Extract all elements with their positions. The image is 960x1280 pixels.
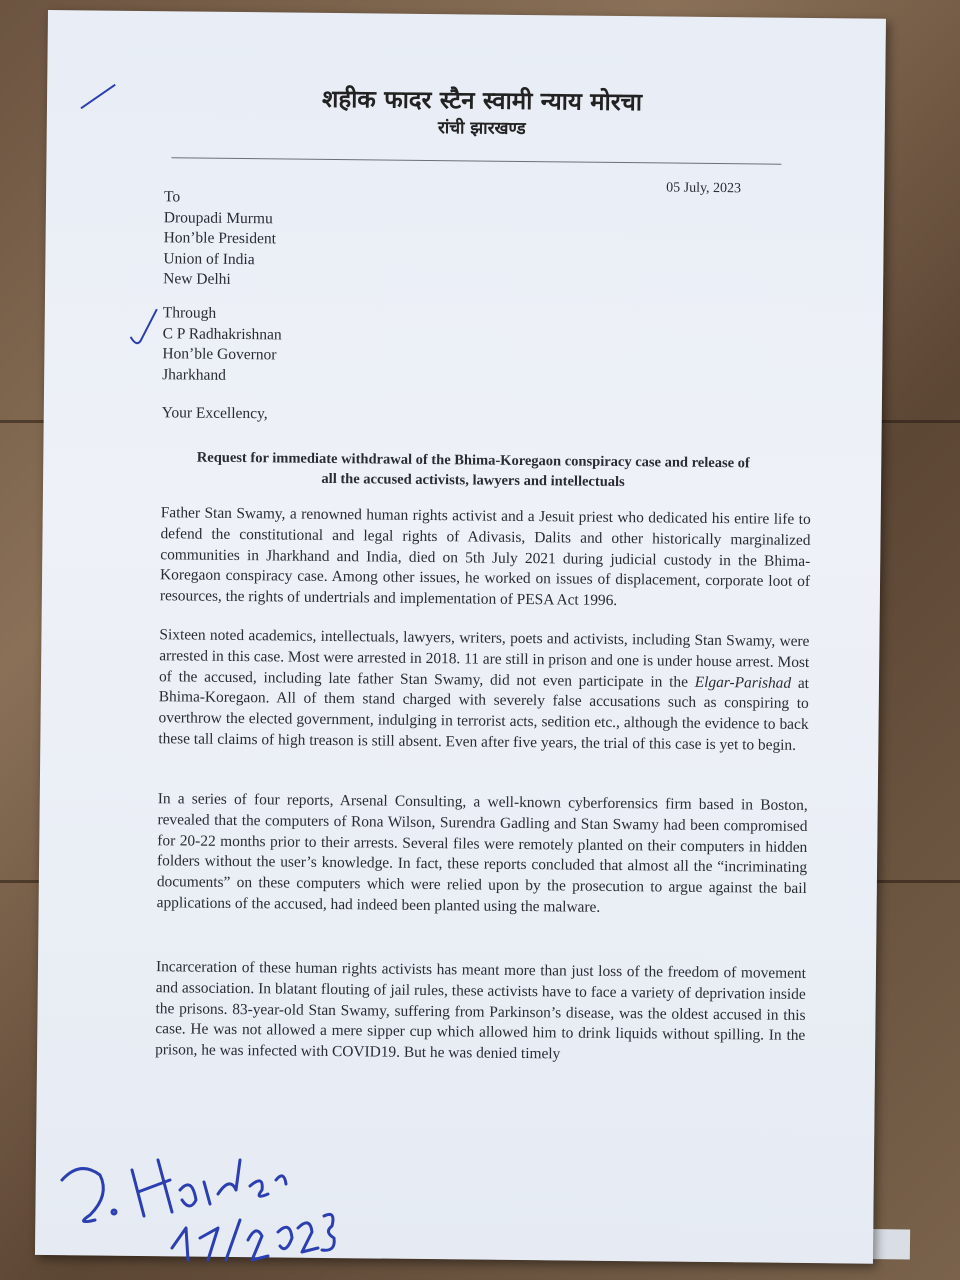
paragraph-2-italic: Elgar-Parishad [694, 673, 792, 692]
pen-stroke-mark [79, 80, 119, 110]
recipient-city: New Delhi [163, 270, 231, 288]
handwritten-signature [40, 1120, 340, 1270]
recipient-block [163, 187, 276, 291]
paragraph-2-part-b: at Bhima-Koregaon. All of them stand charged with severely false accusations such as conspiring to overthrow the elected government, indulging in terrorist acts, sedition etc., although the evidence to back these tall claims of high treason is still absent. Even after five years, the trial of this case is yet to begin. [158, 674, 810, 754]
to-label: To [163, 188, 181, 206]
letter-date: 05 July, 2023 [666, 180, 742, 197]
letterhead-divider [171, 157, 781, 164]
subject-line [168, 447, 778, 493]
paragraph-1: Father Stan Swamy, a renowned human rights activist and a Jesuit priest who dedicated his entire life to defend the constitutional and legal rights of Adivasis, Dalits and other historically marginalized communities in Jharkhand and India, died on 5th July 2021 during judicial custody in the Bhima-Koregaon conspiracy case. Among other issues, he worked on issues of displacement, corporate loot of resources, the rights of undertrials and implementation of PESA Act 1996. [159, 504, 811, 610]
salutation: Your Excellency, [161, 404, 268, 423]
recipient-title: Hon’ble President [163, 229, 277, 248]
subject-line-1: Request for immediate withdrawal of the Bhima-Koregaon conspiracy case and release of [196, 449, 750, 472]
check-mark [128, 307, 158, 347]
organization-location: रांची झारखण्ड [437, 118, 526, 140]
subject-line-2: all the accused activists, lawyers and intellectuals [321, 470, 625, 491]
paragraph-2-part-a: Sixteen noted academics, intellectuals, lawyers, writers, poets and activists, including Stan Swamy, were arrested in this case. Most were arrested in 2018. 11 are still in prison and one is under house arrest. Most of the accused, including late father Stan Swamy, did not even participate in the [158, 626, 810, 691]
through-block [162, 303, 282, 386]
paragraph-4: Incarceration of these human rights activists has meant more than just loss of the freedom of movement and association. In blatant flouting of jail rules, these activists have to face a variety of deprivation inside the prisons. 83-year-old Stan Swamy, suffering from Parkinson’s disease, was the oldest accused in this case. He was not allowed a mere sipper cup which allowed him to drink liquids without spilling. In the prison, he was infected with COVID19. But he was denied timely [155, 958, 807, 1063]
through-name: C P Radhakrishnan [162, 324, 282, 343]
organization-name: शहीक फादर स्टैन स्वामी न्याय मोरचा [321, 84, 643, 117]
paragraph-2 [158, 625, 809, 757]
through-label: Through [162, 304, 217, 322]
recipient-name: Droupadi Murmu [163, 208, 273, 227]
through-state: Jharkhand [162, 365, 226, 384]
letterhead [247, 82, 718, 143]
paragraph-3: In a series of four reports, Arsenal Consulting, a well-known cyberforensics firm based in Boston, revealed that the computers of Rona Wilson, Surendra Gadling and Stan Swamy had been compromised for 20-22 months prior to their arrests. Several files were remotely planted on their computers in hidden folders without the user’s knowledge. In fact, these reports concluded that almost all the “incriminating documents” on these computers which were relied upon by the prosecution to argue against the bail applications of the accused, had indeed been planted using the malware. [156, 790, 808, 916]
letter-page [35, 10, 886, 1264]
recipient-org: Union of India [163, 249, 255, 268]
through-title: Hon’ble Governor [162, 345, 277, 364]
